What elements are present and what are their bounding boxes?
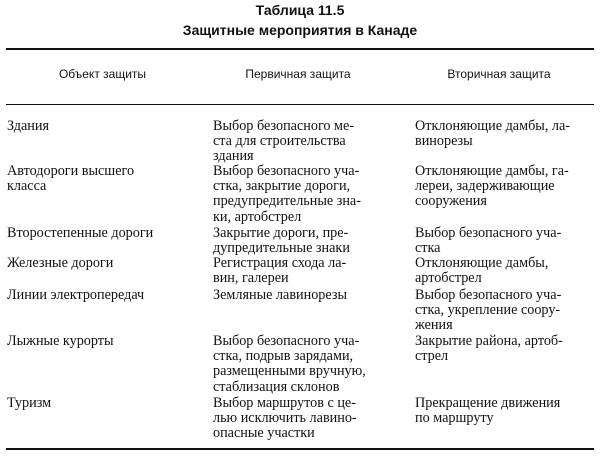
cell-secondary: Отклоняющие дамбы, га- лереи, задерживающие сооружения — [415, 163, 569, 210]
column-header-primary: Первичная защита — [245, 67, 351, 81]
table-title: Защитные мероприятия в Канаде — [182, 22, 418, 38]
cell-primary: Регистрация схода ла- вин, галереи — [213, 255, 347, 287]
cell-object: Автодороги высшего класса — [7, 163, 135, 195]
cell-primary: Выбор безопасного уча- стка, подрыв зарядами, размещенными вручную, стаблизация склонов — [213, 333, 366, 395]
cell-secondary: Закрытие района, артоб- стрел — [415, 333, 563, 365]
table-number: Таблица 11.5 — [255, 2, 345, 18]
cell-secondary: Выбор безопасного уча- стка, укрепление соору- жения — [415, 287, 562, 334]
top-rule — [6, 48, 594, 50]
column-header-secondary: Вторичная защита — [447, 67, 551, 81]
bottom-rule — [6, 448, 594, 450]
cell-secondary: Отклоняющие дамбы, артобстрел — [415, 255, 549, 287]
cell-secondary: Выбор безопасного уча- стка — [415, 225, 562, 257]
cell-object: Здания — [7, 118, 49, 134]
column-header-object: Объект защиты — [58, 67, 147, 81]
cell-object: Второстепенные дороги — [7, 225, 154, 241]
cell-secondary: Отклоняющие дамбы, ла- винорезы — [415, 118, 571, 150]
cell-object: Лыжные курорты — [7, 333, 114, 349]
cell-primary: Выбор маршрутов с це- лью исключить лавино- опасные участки — [213, 395, 357, 442]
cell-primary: Земляные лавинорезы — [213, 287, 348, 303]
cell-object: Туризм — [7, 395, 52, 411]
cell-primary: Закрытие дороги, пре- дупредительные знаки — [213, 225, 350, 257]
header-rule — [6, 104, 594, 105]
cell-primary: Выбор безопасного ме- ста для строительства здания — [213, 118, 355, 165]
cell-object: Линии электропередач — [7, 287, 145, 303]
cell-object: Железные дороги — [7, 255, 114, 271]
cell-primary: Выбор безопасного уча- стка, закрытие дороги, предупредительные зна- ки, артобстрел — [213, 163, 361, 225]
cell-secondary: Прекращение движения по маршруту — [415, 395, 561, 427]
